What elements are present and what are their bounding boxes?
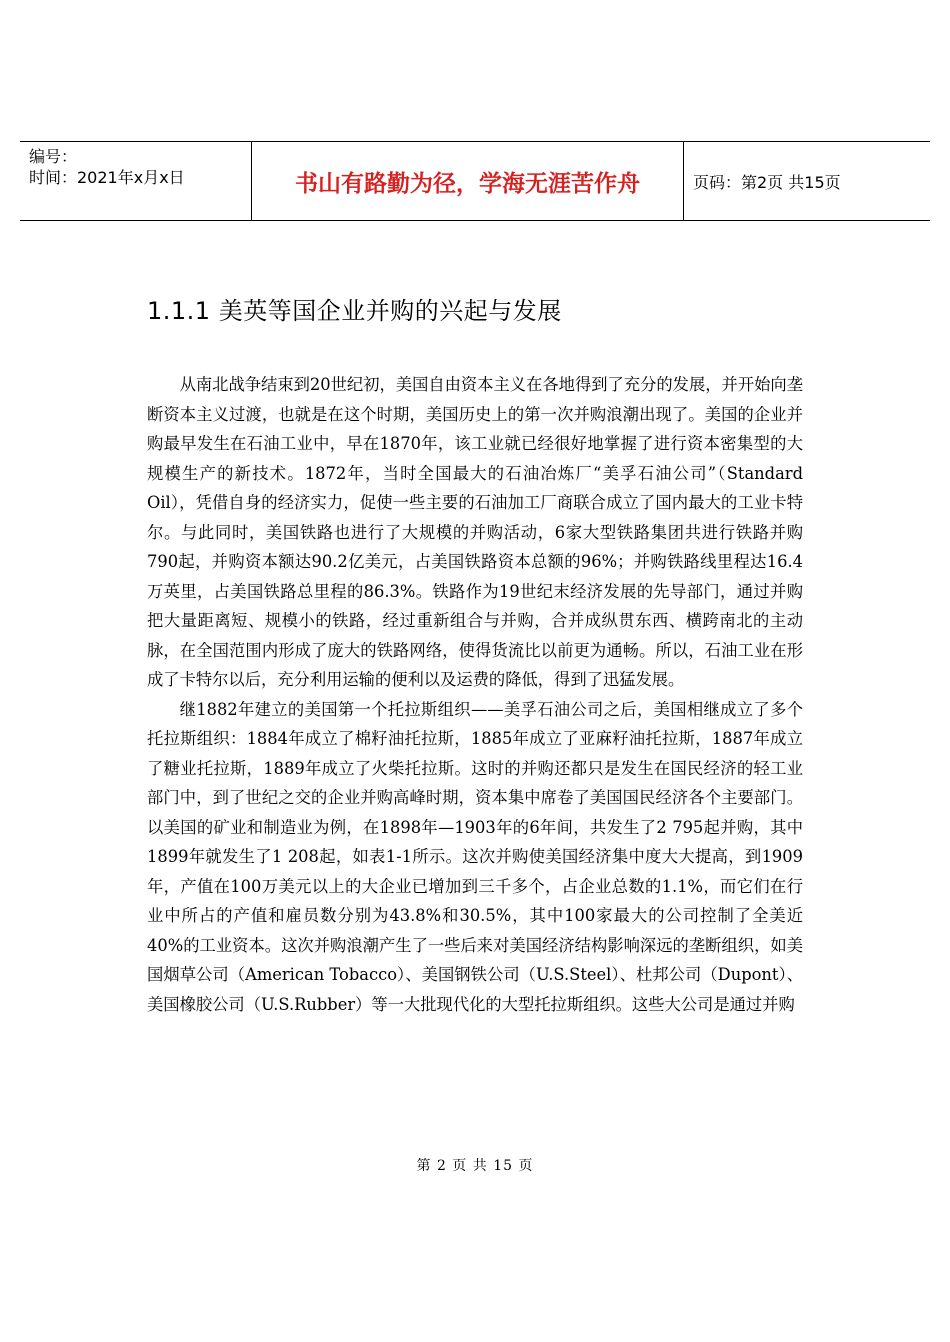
document-time-label: 时间：2021年x月x日	[29, 168, 185, 187]
section-title: 1.1.1 美英等国企业并购的兴起与发展	[147, 297, 562, 325]
header-meta-cell	[20, 142, 252, 220]
header-page-cell	[684, 142, 930, 220]
header-motto: 书山有路勤为径，学海无涯苦作舟	[295, 170, 640, 197]
paragraph: 继1882年建立的美国第一个托拉斯组织——美孚石油公司之后，美国相继成立了多个托拉斯组织：1884年成立了棉籽油托拉斯，1885年成立了亚麻籽油托拉斯，1887年成立了糖业托拉斯，1889年成立了火柴托拉斯。这时的并购还都只是发生在国民经济的轻工业部门中，到了世纪之交的企业并购高峰时期，资本集中席卷了美国国民经济各个主要部门。以美国的矿业和制造业为例，在1898年—1903年的6年间，共发生了2 795起并购，其中1899年就发生了1 208起，如表1-1所示。这次并购使美国经济集中度大大提高，到1909年，产值在100万美元以上的大企业已增加到三千多个，占企业总数的1.1%，而它们在行业中所占的产值和雇员数分别为43.8%和30.5%，其中100家最大的公司控制了全美近40%的工业资本。这次并购浪潮产生了一些后来对美国经济结构影响深远的垄断组织，如美国烟草公司（American Tobacco）、美国钢铁公司（U.S.Steel）、杜邦公司（Dupont）、美国橡胶公司（U.S.Rubber）等一大批现代化的大型托拉斯组织。这些大公司是通过并购	[147, 699, 803, 1014]
document-number-label: 编号：	[29, 147, 78, 166]
page-header	[20, 141, 930, 221]
header-motto-cell	[252, 142, 684, 220]
body-text	[147, 370, 803, 1019]
page-footer: 第 2 页 共 15 页	[416, 1158, 534, 1174]
paragraph: 从南北战争结束到20世纪初，美国自由资本主义在各地得到了充分的发展，并开始向垄断资本主义过渡，也就是在这个时期，美国历史上的第一次并购浪潮出现了。美国的企业并购最早发生在石油工业中，早在1870年，该工业就已经很好地掌握了进行资本密集型的大规模生产的新技术。1872年，当时全国最大的石油冶炼厂“美孚石油公司”（Standard Oil），凭借自身的经济实力，促使一些主要的石油加工厂商联合成立了国内最大的工业卡特尔。与此同时，美国铁路也进行了大规模的并购活动，6家大型铁路集团共进行铁路并购790起，并购资本额达90.2亿美元，占美国铁路资本总额的96%；并购铁路线里程达16.4万英里，占美国铁路总里程的86.3%。铁路作为19世纪末经济发展的先导部门，通过并购把大量距离短、规模小的铁路，经过重新组合与并购，合并成纵贯东西、横跨南北的主动脉，在全国范围内形成了庞大的铁路网络，使得货流比以前更为通畅。所以，石油工业在形成了卡特尔以后，充分利用运输的便利以及运费的降低，得到了迅猛发展。	[147, 375, 803, 689]
header-page-code: 页码：第2页 共15页	[693, 172, 841, 192]
